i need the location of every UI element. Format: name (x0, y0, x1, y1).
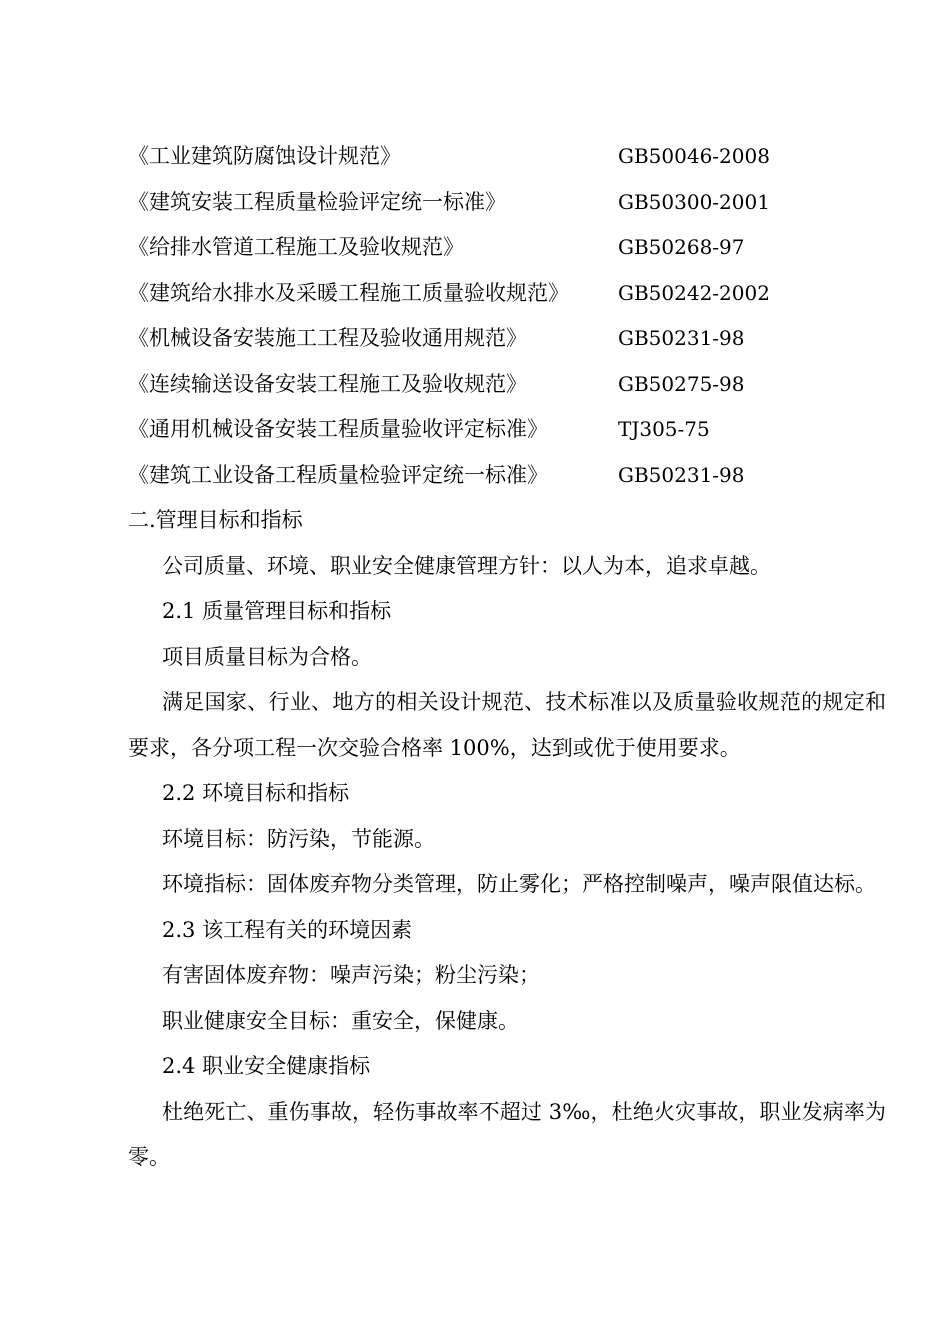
standard-row (128, 180, 888, 226)
standard-code: GB50231-98 (618, 462, 745, 487)
standard-name: 《通用机械设备安装工程质量验收评定标准》 (128, 417, 548, 441)
environment-indicator-paragraph: 环境指标：固体废弃物分类管理，防止雾化；严格控制噪声，噪声限值达标。 (162, 872, 876, 896)
standard-code: TJ305-75 (618, 417, 710, 441)
environment-goal-paragraph: 环境目标：防污染，节能源。 (162, 826, 435, 851)
standard-code: GB50300-2001 (618, 189, 770, 214)
standard-row (128, 271, 888, 317)
standard-row (128, 316, 888, 362)
subsection-heading-2-2: 2.2 环境目标和指标 (162, 781, 350, 805)
standard-name: 《工业建筑防腐蚀设计规范》 (128, 144, 401, 168)
standard-row (128, 134, 888, 180)
standard-name: 《建筑给水排水及采暖工程施工质量验收规范》 (128, 280, 569, 305)
safety-indicator-paragraph: 杜绝死亡、重伤事故，轻伤事故率不超过 3‰，杜绝火灾事故，职业发病率为零。 (128, 1099, 886, 1169)
standard-name: 《机械设备安装施工工程及验收通用规范》 (128, 326, 527, 350)
standards-list (128, 134, 888, 498)
standard-name: 《建筑工业设备工程质量检验评定统一标准》 (128, 462, 548, 487)
standard-code: GB50275-98 (618, 371, 745, 396)
standard-name: 《给排水管道工程施工及验收规范》 (128, 235, 464, 259)
health-safety-goal-paragraph: 职业健康安全目标：重安全，保健康。 (162, 1008, 519, 1033)
standard-row (128, 453, 888, 499)
standard-name: 《连续输送设备安装工程施工及验收规范》 (128, 371, 527, 396)
policy-paragraph: 公司质量、环境、职业安全健康管理方针：以人为本，追求卓越。 (162, 553, 771, 578)
standard-name: 《建筑安装工程质量检验评定统一标准》 (128, 189, 506, 214)
standard-row (128, 362, 888, 408)
quality-goal-paragraph: 项目质量目标为合格。 (162, 644, 372, 669)
standard-code: GB50268-97 (618, 235, 745, 259)
standard-code: GB50046-2008 (618, 144, 770, 168)
standard-code: GB50231-98 (618, 326, 745, 350)
hazard-paragraph: 有害固体废弃物：噪声污染；粉尘污染； (162, 963, 540, 987)
standard-row (128, 225, 888, 271)
subsection-heading-2-4: 2.4 职业安全健康指标 (162, 1054, 371, 1078)
section-heading: 二.管理目标和指标 (128, 508, 303, 532)
quality-requirement-paragraph: 满足国家、行业、地方的相关设计规范、技术标准以及质量验收规范的规定和要求，各分项工程一次交验合格率 100%，达到或优于使用要求。 (128, 690, 886, 760)
standard-row (128, 407, 888, 453)
subsection-heading-2-1: 2.1 质量管理目标和指标 (162, 599, 392, 623)
subsection-heading-2-3: 2.3 该工程有关的环境因素 (162, 917, 413, 942)
standard-code: GB50242-2002 (618, 280, 770, 305)
section-body (128, 498, 886, 1181)
